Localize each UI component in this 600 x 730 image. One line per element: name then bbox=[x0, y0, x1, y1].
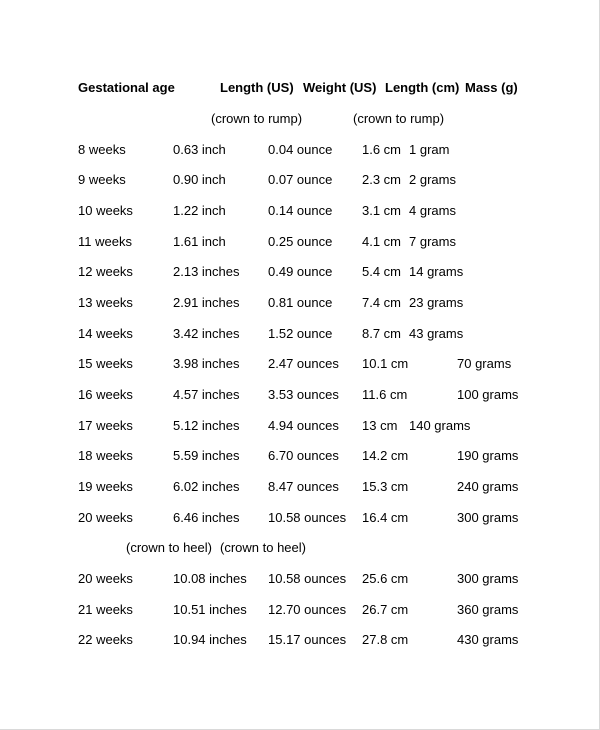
table-row bbox=[0, 172, 600, 192]
cell-mass: 23 grams bbox=[409, 295, 464, 310]
cell-mass: 4 grams bbox=[409, 203, 456, 218]
cell-weight-us: 4.94 ounces bbox=[268, 418, 339, 433]
header-weight-us: Weight (US) bbox=[303, 80, 377, 95]
cell-length-cm: 11.6 cm bbox=[362, 387, 408, 402]
cell-weight-us: 0.81 ounce bbox=[268, 295, 333, 310]
cell-mass: 430 grams bbox=[457, 632, 519, 647]
cell-mass: 300 grams bbox=[457, 571, 519, 586]
cell-age: 9 weeks bbox=[78, 172, 126, 187]
cell-age: 15 weeks bbox=[78, 356, 133, 371]
cell-length-cm: 3.1 cm bbox=[362, 203, 402, 218]
cell-mass: 14 grams bbox=[409, 264, 464, 279]
cell-age: 20 weeks bbox=[78, 571, 133, 586]
cell-length-us: 3.98 inches bbox=[173, 356, 240, 371]
cell-age: 20 weeks bbox=[78, 510, 133, 525]
cell-age: 18 weeks bbox=[78, 448, 133, 463]
cell-length-us: 0.90 inch bbox=[173, 172, 226, 187]
cell-age: 19 weeks bbox=[78, 479, 133, 494]
cell-length-us: 10.51 inches bbox=[173, 602, 247, 617]
subheader-length-us: (crown to rump) bbox=[211, 111, 303, 126]
cell-length-cm: 7.4 cm bbox=[362, 295, 402, 310]
table-row bbox=[0, 448, 600, 468]
cell-length-us: 1.22 inch bbox=[173, 203, 226, 218]
cell-length-us: 1.61 inch bbox=[173, 234, 226, 249]
cell-weight-us: 2.47 ounces bbox=[268, 356, 339, 371]
subheader-length-cm: (crown to rump) bbox=[353, 111, 445, 126]
cell-length-cm: 2.3 cm bbox=[362, 172, 402, 187]
cell-weight-us: 1.52 ounce bbox=[268, 326, 333, 341]
table-row bbox=[0, 479, 600, 499]
table-row bbox=[0, 234, 600, 254]
cell-weight-us: 0.49 ounce bbox=[268, 264, 333, 279]
cell-length-us: 6.02 inches bbox=[173, 479, 240, 494]
table-row bbox=[0, 510, 600, 530]
cell-weight-us: 0.04 ounce bbox=[268, 142, 333, 157]
subheader-length-us: (crown to heel) bbox=[126, 540, 212, 555]
cell-age: 12 weeks bbox=[78, 264, 133, 279]
cell-length-us: 5.12 inches bbox=[173, 418, 240, 433]
cell-length-cm: 4.1 cm bbox=[362, 234, 402, 249]
header-mass: Mass (g) bbox=[465, 80, 518, 95]
cell-length-cm: 27.8 cm bbox=[362, 632, 409, 647]
cell-age: 17 weeks bbox=[78, 418, 133, 433]
header-age: Gestational age bbox=[78, 80, 175, 95]
table-row bbox=[0, 356, 600, 376]
cell-length-us: 2.13 inches bbox=[173, 264, 240, 279]
table-row bbox=[0, 326, 600, 346]
cell-weight-us: 0.25 ounce bbox=[268, 234, 333, 249]
cell-mass: 360 grams bbox=[457, 602, 519, 617]
cell-length-us: 10.08 inches bbox=[173, 571, 247, 586]
table-row bbox=[0, 602, 600, 622]
cell-length-us: 0.63 inch bbox=[173, 142, 226, 157]
cell-length-cm: 10.1 cm bbox=[362, 356, 409, 371]
cell-age: 16 weeks bbox=[78, 387, 133, 402]
cell-length-us: 4.57 inches bbox=[173, 387, 240, 402]
cell-length-cm: 16.4 cm bbox=[362, 510, 409, 525]
cell-length-cm: 14.2 cm bbox=[362, 448, 409, 463]
table-header bbox=[0, 80, 600, 100]
cell-mass: 190 grams bbox=[457, 448, 519, 463]
cell-weight-us: 8.47 ounces bbox=[268, 479, 339, 494]
cell-age: 21 weeks bbox=[78, 602, 133, 617]
cell-mass: 43 grams bbox=[409, 326, 464, 341]
cell-weight-us: 10.58 ounces bbox=[268, 571, 347, 586]
cell-length-cm: 5.4 cm bbox=[362, 264, 402, 279]
cell-length-cm: 1.6 cm bbox=[362, 142, 402, 157]
cell-length-cm: 26.7 cm bbox=[362, 602, 409, 617]
table-row bbox=[0, 142, 600, 162]
cell-length-cm: 8.7 cm bbox=[362, 326, 402, 341]
cell-age: 13 weeks bbox=[78, 295, 133, 310]
cell-length-cm: 13 cm bbox=[362, 418, 398, 433]
subheader-crown-to-heel bbox=[0, 540, 600, 560]
cell-weight-us: 6.70 ounces bbox=[268, 448, 339, 463]
cell-length-us: 10.94 inches bbox=[173, 632, 247, 647]
cell-age: 8 weeks bbox=[78, 142, 126, 157]
header-length-us: Length (US) bbox=[220, 80, 294, 95]
cell-weight-us: 0.07 ounce bbox=[268, 172, 333, 187]
cell-length-cm: 25.6 cm bbox=[362, 571, 409, 586]
cell-weight-us: 15.17 ounces bbox=[268, 632, 347, 647]
cell-mass: 2 grams bbox=[409, 172, 456, 187]
cell-age: 14 weeks bbox=[78, 326, 133, 341]
table-row bbox=[0, 418, 600, 438]
cell-weight-us: 12.70 ounces bbox=[268, 602, 347, 617]
subheader-length-cm: (crown to heel) bbox=[220, 540, 306, 555]
cell-mass: 7 grams bbox=[409, 234, 456, 249]
cell-length-us: 6.46 inches bbox=[173, 510, 240, 525]
cell-weight-us: 10.58 ounces bbox=[268, 510, 347, 525]
cell-age: 22 weeks bbox=[78, 632, 133, 647]
header-length-cm: Length (cm) bbox=[385, 80, 460, 95]
table-row bbox=[0, 632, 600, 652]
table-row bbox=[0, 387, 600, 407]
cell-length-us: 5.59 inches bbox=[173, 448, 240, 463]
cell-mass: 100 grams bbox=[457, 387, 519, 402]
cell-age: 11 weeks bbox=[78, 234, 132, 249]
cell-length-us: 2.91 inches bbox=[173, 295, 240, 310]
table-row bbox=[0, 203, 600, 223]
cell-mass: 240 grams bbox=[457, 479, 519, 494]
cell-mass: 140 grams bbox=[409, 418, 471, 433]
table-row bbox=[0, 295, 600, 315]
cell-age: 10 weeks bbox=[78, 203, 133, 218]
table-row bbox=[0, 571, 600, 591]
cell-weight-us: 3.53 ounces bbox=[268, 387, 339, 402]
cell-mass: 1 gram bbox=[409, 142, 450, 157]
cell-mass: 70 grams bbox=[457, 356, 512, 371]
subheader-crown-to-rump bbox=[0, 111, 600, 131]
cell-weight-us: 0.14 ounce bbox=[268, 203, 333, 218]
cell-mass: 300 grams bbox=[457, 510, 519, 525]
table-row bbox=[0, 264, 600, 284]
cell-length-cm: 15.3 cm bbox=[362, 479, 409, 494]
cell-length-us: 3.42 inches bbox=[173, 326, 240, 341]
